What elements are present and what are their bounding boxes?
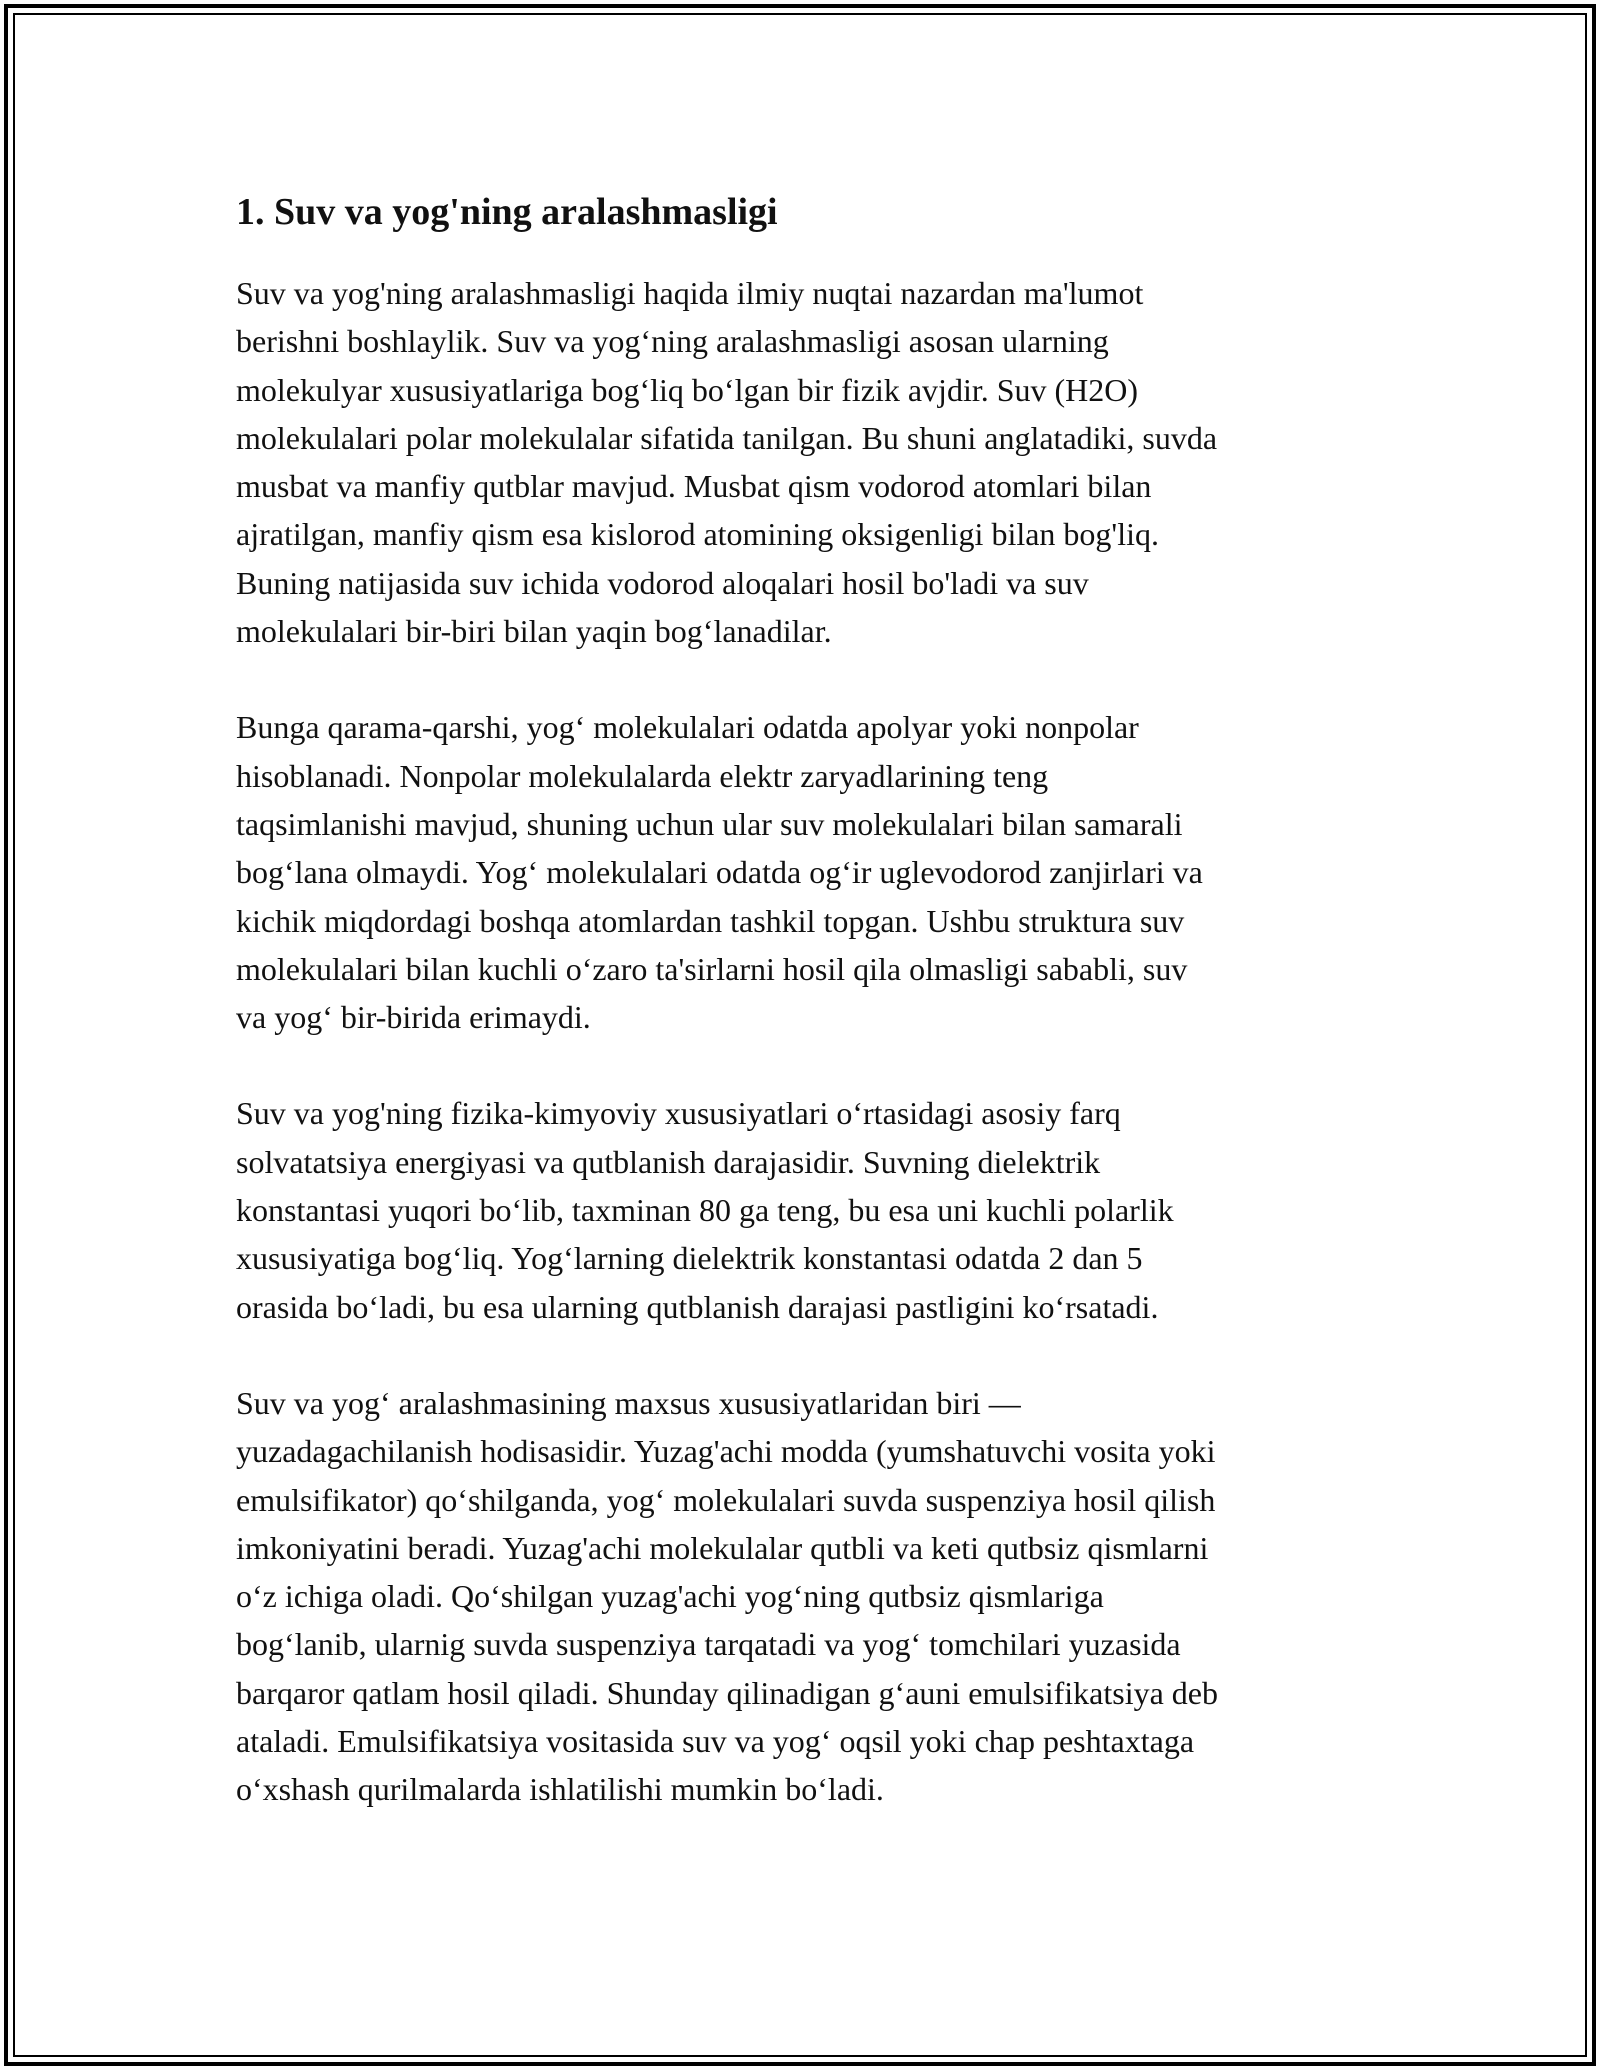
paragraph-1 [236, 269, 1376, 655]
paragraph-line: hisoblanadi. Nonpolar molekulalarda elektr zaryadlarining teng [236, 757, 1049, 794]
paragraph-line: Suv va yog'ning aralashmasligi haqida ilmiy nuqtai nazardan ma'lumot [236, 275, 1144, 311]
paragraph-line: Buning natijasida suv ichida vodorod aloqalari hosil bo'ladi va suv [236, 564, 1089, 601]
paragraph-line: bog‘lana olmaydi. Yog‘ molekulalari odatda og‘ir uglevodorod zanjirlari va [236, 854, 1203, 891]
paragraph-line: barqaror qatlam hosil qiladi. Shunday qilinadigan g‘auni emulsifikatsiya deb [236, 1674, 1218, 1711]
paragraph-line: o‘xshash qurilmalarda ishlatilishi mumkin bo‘ladi. [236, 1771, 884, 1808]
paragraph-line: imkoniyatini beradi. Yuzag'achi molekulalar qutbli va keti qutbsiz qismlarni [236, 1529, 1209, 1566]
paragraph-line: yuzadagachilanish hodisasidir. Yuzag'achi modda (yumshatuvchi vosita yoki [236, 1433, 1216, 1470]
paragraph-line: taqsimlanishi mavjud, shuning uchun ular suv molekulalari bilan samarali [236, 805, 1183, 842]
paragraph-line: ataladi. Emulsifikatsiya vositasida suv va yog‘ oqsil yoki chap peshtaxtaga [236, 1723, 1195, 1760]
paragraph-line: Suv va yog‘ aralashmasining maxsus xususiyatlaridan biri — [236, 1384, 1021, 1421]
paragraph-3 [236, 1089, 1376, 1330]
section-title: 1. Suv va yog'ning aralashmasligi [236, 191, 778, 233]
paragraph-line: Bunga qarama-qarshi, yog‘ molekulalari odatda apolyar yoki nonpolar [236, 709, 1139, 746]
paragraph-line: solvatatsiya energiyasi va qutblanish darajasidir. Suvning dielektrik [236, 1143, 1101, 1180]
paragraph-line: orasida bo‘ladi, bu esa ularning qutblanish darajasi pastligini ko‘rsatadi. [236, 1288, 1159, 1325]
paragraph-line: musbat va manfiy qutblar mavjud. Musbat qism vodorod atomlari bilan [236, 468, 1152, 505]
paragraph-line: molekulalari bir-biri bilan yaqin bog‘lanadilar. [236, 613, 832, 650]
paragraph-line: xususiyatiga bog‘liq. Yog‘larning dielektrik konstantasi odatda 2 dan 5 [236, 1240, 1143, 1277]
paragraph-line: ajratilgan, manfiy qism esa kislorod atomining oksigenligi bilan bog'liq. [236, 516, 1159, 553]
paragraph-line: konstantasi yuqori bo‘lib, taxminan 80 ga teng, bu esa uni kuchli polarlik [236, 1192, 1174, 1229]
paragraph-line: emulsifikator) qo‘shilganda, yog‘ molekulalari suvda suspenziya hosil qilish [236, 1481, 1216, 1518]
paragraph-2 [236, 703, 1376, 1041]
paragraph-4 [236, 1379, 1376, 1814]
paragraph-line: o‘z ichiga oladi. Qo‘shilgan yuzag'achi yog‘ning qutbsiz qismlariga [236, 1578, 1104, 1615]
paragraph-line: bog‘lanib, ularnig suvda suspenziya tarqatadi va yog‘ tomchilari yuzasida [236, 1626, 1181, 1663]
paragraph-line: va yog‘ bir-birida erimaydi. [236, 999, 591, 1036]
paragraph-line: molekulyar xususiyatlariga bog‘liq bo‘lgan bir fizik avjdir. Suv (H2O) [236, 371, 1139, 408]
paragraph-line: berishni boshlaylik. Suv va yog‘ning aralashmasligi asosan ularning [236, 323, 1109, 360]
paragraph-line: Suv va yog'ning fizika-kimyoviy xususiyatlari o‘rtasidagi asosiy farq [236, 1095, 1121, 1132]
paragraph-line: kichik miqdordagi boshqa atomlardan tashkil topgan. Ushbu struktura suv [236, 902, 1185, 939]
paragraph-line: molekulalari polar molekulalar sifatida tanilgan. Bu shuni anglatadiki, suvda [236, 419, 1218, 456]
document-body [236, 185, 1376, 1862]
paragraph-line: molekulalari bilan kuchli o‘zaro ta'sirlarni hosil qila olmasligi sababli, suv [236, 950, 1188, 987]
